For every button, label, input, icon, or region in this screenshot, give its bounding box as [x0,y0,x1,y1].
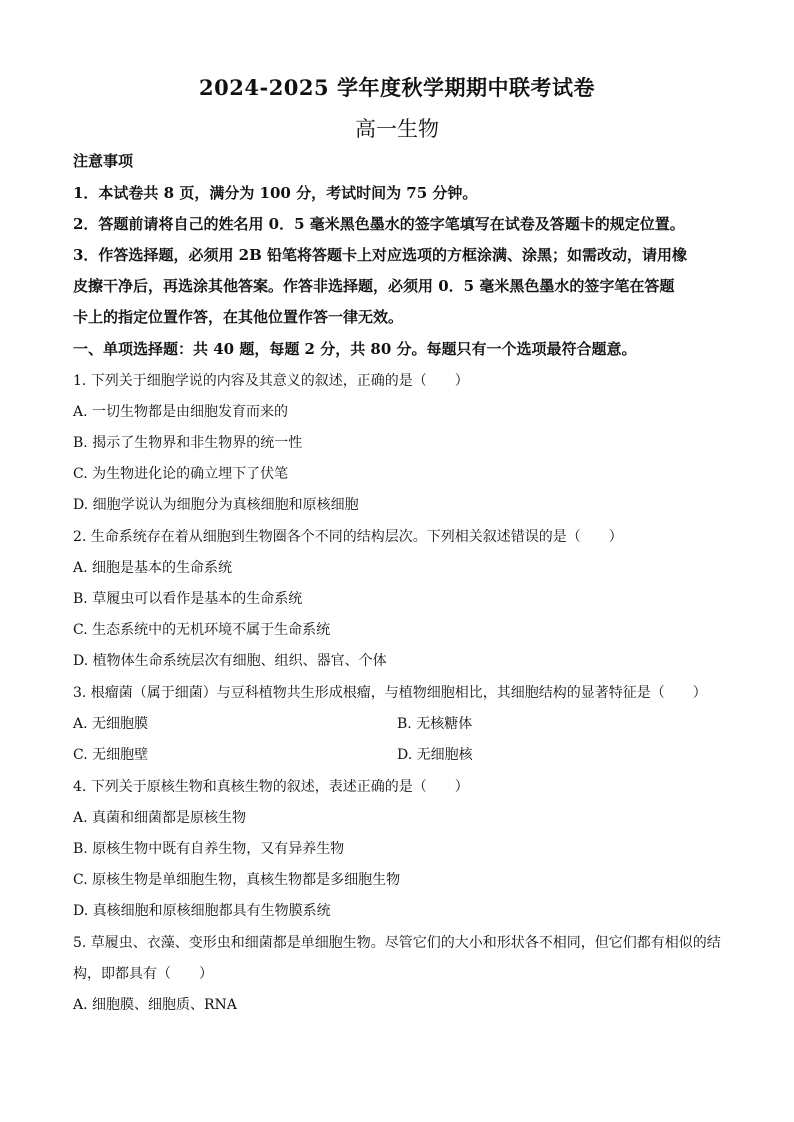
note-3-line-1: 3．作答选择题，必须用 2B 铅笔将答题卡上对应选项的方框涂满、涂黑；如需改动，请用橡 [73,246,688,264]
question-4-option-b: B. 原核生物中既有自养生物，又有异养生物 [73,841,345,857]
question-3-option-c: C. 无细胞壁 [73,747,149,763]
question-3-stem: 3. 根瘤菌（属于细菌）与豆科植物共生形成根瘤，与植物细胞相比，其细胞结构的显著特征是（ ） [73,685,707,701]
question-2-stem: 2. 生命系统存在着从细胞到生物圈各个不同的结构层次。下列相关叙述错误的是（ ） [73,529,623,545]
note-3-line-3: 卡上的指定位置作答，在其他位置作答一律无效。 [73,308,404,326]
exam-title: 2024-2025 学年度秋学期期中联考试卷 [199,75,595,100]
question-1-option-c: C. 为生物进化论的确立埋下了伏笔 [73,466,289,482]
question-2-option-c: C. 生态系统中的无机环境不属于生命系统 [73,622,331,638]
question-2-option-d: D. 植物体生命系统层次有细胞、组织、器官、个体 [73,653,387,669]
question-4-stem: 4. 下列关于原核生物和真核生物的叙述，表述正确的是（ ） [73,779,469,795]
question-3-option-b: B. 无核糖体 [397,716,473,732]
question-1-option-b: B. 揭示了生物界和非生物界的统一性 [73,435,303,451]
note-1: 1．本试卷共 8 页，满分为 100 分，考试时间为 75 分钟。 [73,184,478,202]
question-2-option-a: A. 细胞是基本的生命系统 [73,560,233,576]
question-2-option-b: B. 草履虫可以看作是基本的生命系统 [73,591,303,607]
question-3-option-a: A. 无细胞膜 [73,716,149,732]
note-3-line-2: 皮擦干净后，再选涂其他答案。作答非选择题，必须用 0．5 毫米黑色墨水的签字笔在答题 [73,277,675,295]
question-1-stem: 1. 下列关于细胞学说的内容及其意义的叙述，正确的是（ ） [73,373,469,389]
question-4-option-d: D. 真核细胞和原核细胞都具有生物膜系统 [73,903,331,919]
note-2: 2．答题前请将自己的姓名用 0．5 毫米黑色墨水的签字笔填写在试卷及答题卡的规定位置。 [73,215,685,233]
question-5-stem-line-2: 构，即都具有（ ） [73,966,213,982]
question-5-option-a: A. 细胞膜、细胞质、RNA [73,997,237,1013]
notes-heading: 注意事项 [73,152,134,170]
exam-subject: 高一生物 [355,117,439,141]
question-1-option-d: D. 细胞学说认为细胞分为真核细胞和原核细胞 [73,497,359,513]
question-4-option-c: C. 原核生物是单细胞生物，真核生物都是多细胞生物 [73,872,401,888]
question-3-option-d: D. 无细胞核 [397,747,473,763]
question-1-option-a: A. 一切生物都是由细胞发育而来的 [73,404,289,420]
section-heading: 一、单项选择题：共 40 题，每题 2 分，共 80 分。每题只有一个选项最符合题意。 [73,340,637,358]
question-5-stem-line-1: 5. 草履虫、衣藻、变形虫和细菌都是单细胞生物。尽管它们的大小和形状各不相同，但它们都有相似的结 [73,935,721,951]
question-4-option-a: A. 真菌和细菌都是原核生物 [73,810,247,826]
